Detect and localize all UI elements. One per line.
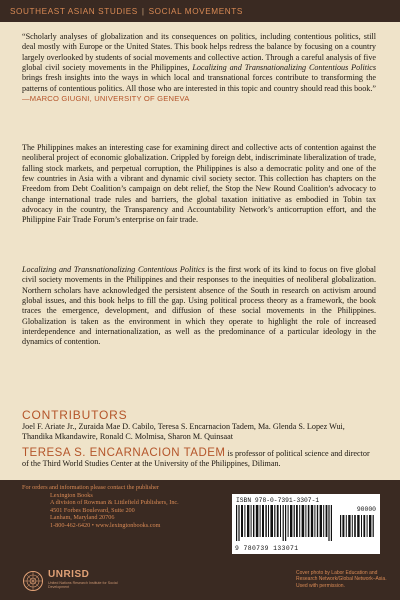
isbn-text: ISBN 978-0-7391-3307-1	[236, 497, 320, 504]
price-addon	[338, 506, 376, 538]
contributors-list: Joel F. Ariate Jr., Zuraida Mae D. Cabilo, Teresa S. Encarnacion Tadem, Ma. Glenda S. Lopez Wui, Thandika Mkandawire, Ronald C. Molmisa, Sharon M. Quinsaat	[22, 422, 345, 442]
quote-book-title: Localizing and Transnationalizing Contentious Politics	[192, 63, 376, 73]
paragraph2-book-title: Localizing and Transnationalizing Contentious Politics	[22, 265, 205, 274]
orders-contact: 1-800-462-6420 • www.lexingtonbooks.com	[50, 521, 161, 529]
paragraph2-text: is the first work of its kind to focus on five global civil society movements in the Philippines and their responses to the inequities of neoliberal globalization. Northern scholars have acknowledged the persistent absence of the South in research on activism around global issues, and this book helps to fill the gap. Using political process theory as a framework, the book traces the emergence, development, and diffusion of these social movements in the Philippines. Globalization is taken as the environment in which they operate to highlight the role of increased interdependence and internationalization, as well as the predominance of a particular ideology in the dynamics of contention.	[22, 265, 376, 347]
quote-text-start: “Scholarly analyses of globalization and its consequences on politics, including contentious politics, still deal mostly with Europe or the United States. This book helps redress the balance by focusing on a country largely overlooked by students of social movements and collective action. Through a careful analysis of five global civil society movements in the Philippines,	[22, 32, 376, 73]
isbn-barcode	[232, 494, 380, 554]
description-paragraph-2	[22, 265, 376, 348]
series-separator: |	[141, 6, 145, 16]
orders-line-1: For orders and information please contact the publisher	[22, 484, 159, 491]
description-paragraph-1: The Philippines makes an interesting case for examining direct and collective acts of contention against the neoliberal project of economic globalization. Crippled by foreign debt, indiscriminate liberalization of trade, falling stock markets, and perpetual corruption, the Philippines is also a democratic polity and one of the few countries in Asia with a vibrant and dynamic civil society sector. This collection has chapters on the Freedom from Debt Coalition’s campaign on debt relief, the Stop the New Round Coalition’s advocacy to change international trade rules and barriers, the global taxation initiative as embodied in Tobin tax advocacy in the country, the Transparency and Accountability Network’s anticorruption effort, and the Philippine Fair Trade Forum’s enterprise on fair trade.	[22, 143, 376, 225]
endorsement-quote	[22, 32, 376, 104]
ean-number: 9 780739 133071	[235, 545, 299, 552]
author-name: TERESA S. ENCARNACION TADEM	[22, 447, 226, 459]
ordering-info	[22, 484, 232, 529]
quote-attribution: —MARCO GIUGNI, UNIVERSITY OF GENEVA	[22, 94, 190, 104]
ean-barcode-bars	[236, 505, 334, 541]
orders-publisher: Lexington Books	[50, 491, 93, 499]
contributors-heading: CONTRIBUTORS	[22, 408, 128, 422]
orders-address: 4501 Forbes Boulevard, Suite 200	[50, 506, 135, 514]
photo-credit: Cover photo by Labor Education and Research Network/Global Network–Asia. Used with permission.	[296, 570, 387, 589]
footer-band	[0, 480, 400, 600]
unrisd-logo-text: UNRISD	[48, 569, 90, 580]
series-bar	[0, 0, 400, 22]
quote-text-end: brings fresh insights into the ways in which local and transnational forces contribute to transforming the patterns of contentious politics. All those who are interested in this topic and country should read this book.”	[22, 73, 376, 93]
series-left-label: SOUTHEAST ASIAN STUDIES	[10, 6, 138, 16]
isbn-line	[236, 497, 376, 504]
addon-barcode-bars	[340, 515, 374, 537]
series-right-label: SOCIAL MOVEMENTS	[148, 6, 243, 16]
author-bio	[22, 448, 376, 470]
orders-division: A division of Rowman & Littlefield Publishers, Inc.	[50, 499, 179, 506]
addon-number: 90000	[356, 506, 376, 513]
unrisd-logo-subtitle: United Nations Research Institute for Social Development	[48, 581, 118, 590]
orders-city: Lanham, Maryland 20706	[50, 514, 115, 521]
author-bio-text: is professor of political science and director of the Third World Studies Center at the University of the Philippines, Diliman.	[22, 449, 370, 469]
un-emblem-icon	[22, 570, 44, 592]
